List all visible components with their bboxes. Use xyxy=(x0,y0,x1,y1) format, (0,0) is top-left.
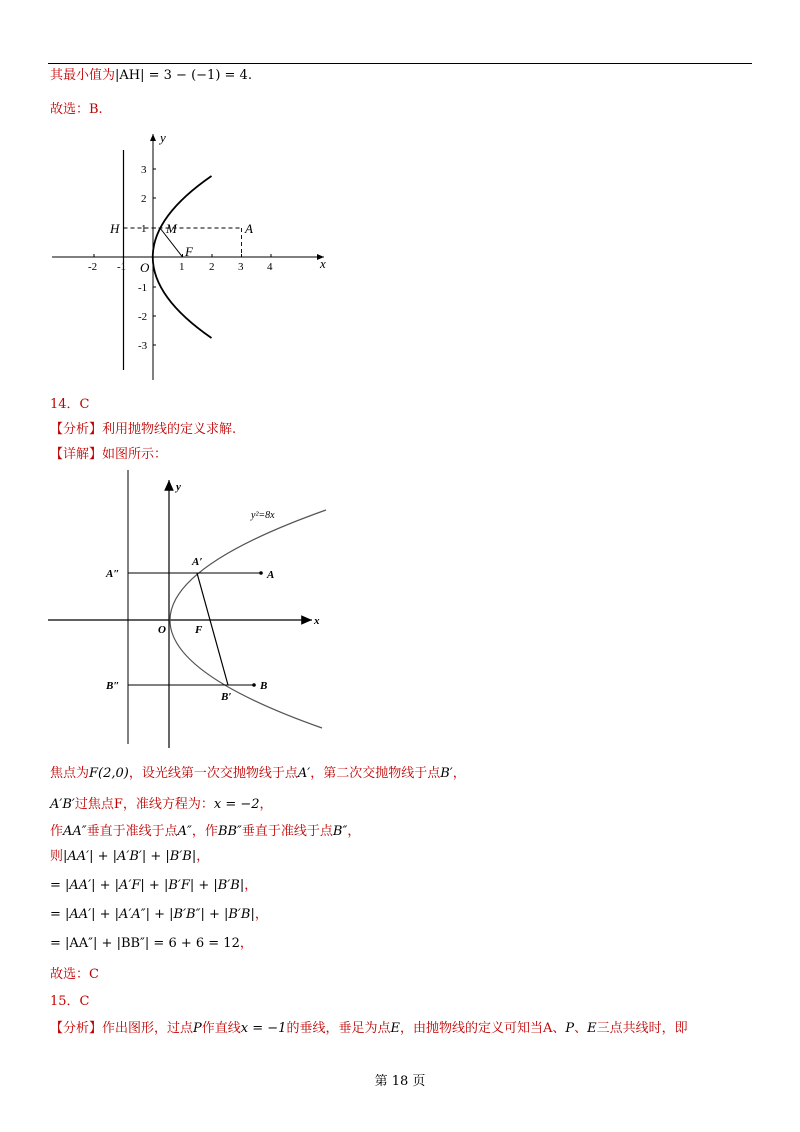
y-axis-label: y xyxy=(176,481,181,493)
x-tick: 1 xyxy=(179,261,185,273)
directrix-formula: x = −2 xyxy=(213,797,260,812)
text: ，第二次交抛物线于点 xyxy=(310,766,441,781)
sum-formula-3: = |AA′| + |A′A″| + |B′B″| + |B′B| xyxy=(50,907,255,922)
q14-detail xyxy=(50,446,167,464)
y-tick: -2 xyxy=(138,311,148,323)
x-tick: 2 xyxy=(209,261,215,273)
x-axis-label: x xyxy=(320,256,326,271)
detail-tag: 【详解】 xyxy=(50,447,103,462)
text: 作 xyxy=(50,824,64,839)
answer-14: 故选：C xyxy=(50,967,99,982)
parabola-equation: y²=8x xyxy=(251,510,275,521)
figure-1-svg xyxy=(48,128,338,388)
text: ，设光线第一次交抛物线于点 xyxy=(128,766,298,781)
focus-formula: F(2,0) xyxy=(89,766,129,781)
math-p: P xyxy=(565,1021,575,1036)
figure-2 xyxy=(46,466,336,756)
point-b-label: B xyxy=(260,680,268,692)
answer-13: 故选：B. xyxy=(50,102,103,117)
q15-number: 15．C xyxy=(50,994,90,1009)
text: ， xyxy=(347,824,361,839)
text: 焦点为 xyxy=(50,766,90,781)
point-b1-label: B′ xyxy=(221,691,232,703)
text: ， xyxy=(259,797,273,812)
y-tick: -1 xyxy=(138,282,148,294)
point-a2-label: A″ xyxy=(106,568,120,580)
y-axis-label: y xyxy=(160,130,166,145)
solution-line-5 xyxy=(50,877,257,895)
x-tick: 3 xyxy=(238,261,244,273)
sum-formula-1: |AA′| + |A′B′| + |B′B| xyxy=(63,849,197,864)
q15-analysis xyxy=(50,1020,688,1038)
x-tick: 4 xyxy=(267,261,273,273)
math-chord: A′B′ xyxy=(50,797,75,812)
solution-line-6 xyxy=(50,906,268,924)
text: 垂直于准线于点 xyxy=(241,824,333,839)
solution-line-4 xyxy=(50,848,209,866)
math-p: P xyxy=(193,1021,202,1036)
x-tick: -2 xyxy=(88,261,98,273)
page-number: 第 18 页 xyxy=(374,1074,426,1089)
point-a1-label: A′ xyxy=(192,556,203,568)
point-f-label: F xyxy=(195,624,203,636)
solution-line-3 xyxy=(50,823,360,841)
point-f-label: F xyxy=(185,244,193,259)
origin-label: O xyxy=(158,624,166,636)
point-b2-label: B″ xyxy=(106,680,120,692)
math-b2: B″ xyxy=(332,824,348,839)
text: ，由抛物线的定义可知当A、 xyxy=(399,1021,566,1036)
point-a-label: A xyxy=(267,569,275,581)
text: 的垂线，垂足为点 xyxy=(286,1021,391,1036)
solution-line-1 xyxy=(50,765,466,783)
parabola-curve xyxy=(170,510,326,728)
text: 三点共线时，即 xyxy=(596,1021,688,1036)
text: ， xyxy=(239,936,253,951)
text: 作直线 xyxy=(201,1021,241,1036)
analysis-tag: 【分析】 xyxy=(50,1021,103,1036)
text: 、 xyxy=(574,1021,588,1036)
analysis-text: 利用抛物线的定义求解. xyxy=(102,422,237,437)
q14-number: 14．C xyxy=(50,397,90,412)
x-tick: -1 xyxy=(117,261,127,273)
math-aa2: AA″ xyxy=(63,824,87,839)
y-tick: 2 xyxy=(141,193,147,205)
x-tick-labels xyxy=(88,261,273,273)
solution-line-7 xyxy=(50,935,253,953)
min-value-period: . xyxy=(247,68,252,83)
text: 过焦点F，准线方程为： xyxy=(74,797,214,812)
point-a-label: A xyxy=(245,221,253,236)
math-e: E xyxy=(390,1021,400,1036)
text: ，作 xyxy=(191,824,218,839)
math-e: E xyxy=(587,1021,597,1036)
point-h-label: H xyxy=(110,221,120,236)
math-a2: A″ xyxy=(177,824,192,839)
min-value-line xyxy=(50,67,252,85)
solution-line-2 xyxy=(50,796,273,814)
figure-2-svg xyxy=(46,466,336,752)
y-tick: 3 xyxy=(141,164,147,176)
math-a1: A′ xyxy=(297,766,311,781)
q14-analysis xyxy=(50,421,236,439)
min-value-formula: |AH| = 3 − (−1) = 4 xyxy=(115,68,248,83)
detail-text: 如图所示： xyxy=(102,447,168,462)
text: ， xyxy=(254,907,268,922)
origin-label: O xyxy=(140,260,150,275)
math-b1: B′ xyxy=(440,766,453,781)
text: ， xyxy=(452,766,466,781)
y-tick: -3 xyxy=(138,340,148,352)
sum-formula-4: = |AA″| + |BB″| = 6 + 6 = 12 xyxy=(50,936,240,951)
figure-1 xyxy=(48,128,338,392)
text: 垂直于准线于点 xyxy=(86,824,178,839)
text: ， xyxy=(196,849,210,864)
header-rule xyxy=(48,63,752,64)
math-bb2: BB″ xyxy=(217,824,242,839)
line-formula: x = −1 xyxy=(240,1021,287,1036)
text: ， xyxy=(244,878,258,893)
x-axis-label: x xyxy=(314,615,320,627)
text: 则 xyxy=(50,849,64,864)
min-value-label: 其最小值为 xyxy=(50,68,116,83)
text: 作出图形，过点 xyxy=(102,1021,194,1036)
point-m-label: M xyxy=(166,221,177,236)
analysis-tag: 【分析】 xyxy=(50,422,103,437)
y-tick-labels xyxy=(138,164,148,352)
sum-formula-2: = |AA′| + |A′F| + |B′F| + |B′B| xyxy=(50,878,245,893)
y-tick: 1 xyxy=(141,223,147,235)
